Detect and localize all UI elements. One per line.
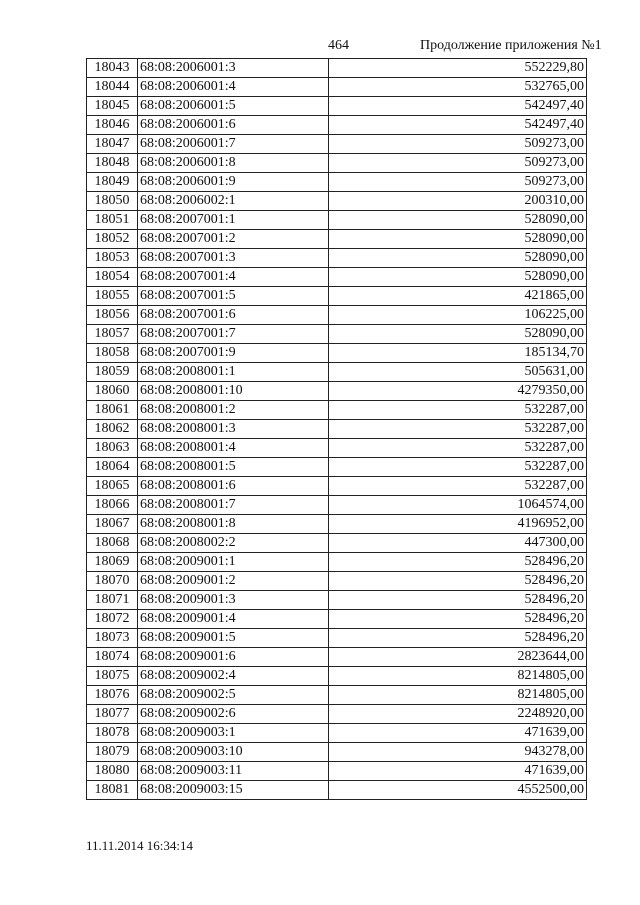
cadastral-value: 509273,00 [329, 173, 587, 192]
cadastral-value: 528496,20 [329, 553, 587, 572]
cadastral-number: 68:08:2008001:3 [138, 420, 329, 439]
cadastral-value: 2248920,00 [329, 705, 587, 724]
row-number: 18068 [87, 534, 138, 553]
cadastral-value: 421865,00 [329, 287, 587, 306]
row-number: 18050 [87, 192, 138, 211]
table-row [87, 781, 587, 800]
table-row [87, 420, 587, 439]
cadastral-number: 68:08:2008002:2 [138, 534, 329, 553]
cadastral-number: 68:08:2009003:1 [138, 724, 329, 743]
row-number: 18043 [87, 59, 138, 78]
cadastral-value: 471639,00 [329, 762, 587, 781]
cadastral-value: 4196952,00 [329, 515, 587, 534]
table-row [87, 648, 587, 667]
cadastral-number: 68:08:2007001:3 [138, 249, 329, 268]
cadastral-value: 528496,20 [329, 591, 587, 610]
row-number: 18072 [87, 610, 138, 629]
cadastral-number: 68:08:2007001:2 [138, 230, 329, 249]
cadastral-number: 68:08:2008001:8 [138, 515, 329, 534]
row-number: 18047 [87, 135, 138, 154]
row-number: 18081 [87, 781, 138, 800]
table-row [87, 686, 587, 705]
cadastral-value: 528090,00 [329, 325, 587, 344]
cadastral-number: 68:08:2008001:5 [138, 458, 329, 477]
cadastral-number: 68:08:2008001:6 [138, 477, 329, 496]
cadastral-number: 68:08:2007001:4 [138, 268, 329, 287]
cadastral-value: 4552500,00 [329, 781, 587, 800]
cadastral-number: 68:08:2006001:9 [138, 173, 329, 192]
table-row [87, 192, 587, 211]
table-row [87, 287, 587, 306]
cadastral-value: 532287,00 [329, 458, 587, 477]
table-row [87, 173, 587, 192]
row-number: 18044 [87, 78, 138, 97]
row-number: 18063 [87, 439, 138, 458]
cadastral-number: 68:08:2007001:6 [138, 306, 329, 325]
page-number: 464 [328, 38, 349, 53]
cadastral-number: 68:08:2009001:4 [138, 610, 329, 629]
cadastral-value: 185134,70 [329, 344, 587, 363]
row-number: 18065 [87, 477, 138, 496]
cadastral-number: 68:08:2009001:1 [138, 553, 329, 572]
table-row [87, 268, 587, 287]
cadastral-number: 68:08:2007001:5 [138, 287, 329, 306]
row-number: 18071 [87, 591, 138, 610]
cadastral-value: 542497,40 [329, 97, 587, 116]
table-row [87, 439, 587, 458]
cadastral-number: 68:08:2008001:4 [138, 439, 329, 458]
cadastral-value: 8214805,00 [329, 667, 587, 686]
cadastral-value: 505631,00 [329, 363, 587, 382]
table-row [87, 477, 587, 496]
cadastral-value: 4279350,00 [329, 382, 587, 401]
cadastral-number: 68:08:2009001:3 [138, 591, 329, 610]
cadastral-number: 68:08:2006001:8 [138, 154, 329, 173]
cadastral-value: 552229,80 [329, 59, 587, 78]
row-number: 18061 [87, 401, 138, 420]
row-number: 18055 [87, 287, 138, 306]
table-row [87, 116, 587, 135]
table-row [87, 724, 587, 743]
row-number: 18078 [87, 724, 138, 743]
table-row [87, 667, 587, 686]
table-row [87, 249, 587, 268]
row-number: 18062 [87, 420, 138, 439]
table-row [87, 762, 587, 781]
cadastral-value: 2823644,00 [329, 648, 587, 667]
table-row [87, 211, 587, 230]
table-row [87, 135, 587, 154]
row-number: 18060 [87, 382, 138, 401]
cadastral-value: 471639,00 [329, 724, 587, 743]
cadastral-number: 68:08:2009002:6 [138, 705, 329, 724]
cadastral-value: 447300,00 [329, 534, 587, 553]
table-row [87, 610, 587, 629]
table-row [87, 572, 587, 591]
row-number: 18045 [87, 97, 138, 116]
table-row [87, 401, 587, 420]
cadastral-number: 68:08:2007001:9 [138, 344, 329, 363]
table-row [87, 306, 587, 325]
cadastral-value: 542497,40 [329, 116, 587, 135]
cadastral-value: 943278,00 [329, 743, 587, 762]
cadastral-value: 528496,20 [329, 629, 587, 648]
row-number: 18051 [87, 211, 138, 230]
cadastral-number: 68:08:2008001:7 [138, 496, 329, 515]
table-row [87, 325, 587, 344]
row-number: 18067 [87, 515, 138, 534]
header-note: Продолжение приложения №1 [420, 38, 602, 53]
cadastral-value: 106225,00 [329, 306, 587, 325]
row-number: 18074 [87, 648, 138, 667]
table-row [87, 705, 587, 724]
row-number: 18052 [87, 230, 138, 249]
cadastral-number: 68:08:2009003:11 [138, 762, 329, 781]
cadastral-number: 68:08:2006001:6 [138, 116, 329, 135]
cadastral-value: 528496,20 [329, 572, 587, 591]
table-row [87, 59, 587, 78]
cadastral-number: 68:08:2006001:5 [138, 97, 329, 116]
cadastral-value: 509273,00 [329, 135, 587, 154]
cadastral-number: 68:08:2009001:2 [138, 572, 329, 591]
row-number: 18058 [87, 344, 138, 363]
row-number: 18048 [87, 154, 138, 173]
row-number: 18069 [87, 553, 138, 572]
table-row [87, 534, 587, 553]
table-row [87, 553, 587, 572]
cadastral-value: 528090,00 [329, 230, 587, 249]
table-row [87, 344, 587, 363]
row-number: 18059 [87, 363, 138, 382]
cadastral-value: 532765,00 [329, 78, 587, 97]
cadastral-value: 532287,00 [329, 439, 587, 458]
row-number: 18049 [87, 173, 138, 192]
cadastral-value: 532287,00 [329, 401, 587, 420]
table-row [87, 382, 587, 401]
row-number: 18080 [87, 762, 138, 781]
cadastral-value: 200310,00 [329, 192, 587, 211]
cadastral-number: 68:08:2009003:15 [138, 781, 329, 800]
table-row [87, 97, 587, 116]
cadastral-value: 532287,00 [329, 420, 587, 439]
cadastral-value: 528090,00 [329, 268, 587, 287]
table-row [87, 154, 587, 173]
cadastral-value: 1064574,00 [329, 496, 587, 515]
cadastral-number: 68:08:2009002:4 [138, 667, 329, 686]
cadastral-number: 68:08:2008001:1 [138, 363, 329, 382]
row-number: 18073 [87, 629, 138, 648]
row-number: 18057 [87, 325, 138, 344]
cadastral-number: 68:08:2009002:5 [138, 686, 329, 705]
print-timestamp: 11.11.2014 16:34:14 [86, 838, 194, 853]
row-number: 18070 [87, 572, 138, 591]
table-row [87, 458, 587, 477]
cadastral-number: 68:08:2007001:1 [138, 211, 329, 230]
cadastral-number: 68:08:2009001:5 [138, 629, 329, 648]
registry-table-body [87, 59, 587, 800]
cadastral-value: 528090,00 [329, 211, 587, 230]
cadastral-value: 528496,20 [329, 610, 587, 629]
cadastral-number: 68:08:2006001:4 [138, 78, 329, 97]
cadastral-number: 68:08:2009001:6 [138, 648, 329, 667]
table-row [87, 230, 587, 249]
table-row [87, 363, 587, 382]
table-row [87, 496, 587, 515]
registry-table [86, 58, 587, 800]
row-number: 18054 [87, 268, 138, 287]
cadastral-value: 528090,00 [329, 249, 587, 268]
table-row [87, 591, 587, 610]
cadastral-number: 68:08:2006002:1 [138, 192, 329, 211]
row-number: 18053 [87, 249, 138, 268]
row-number: 18077 [87, 705, 138, 724]
row-number: 18046 [87, 116, 138, 135]
table-row [87, 78, 587, 97]
cadastral-number: 68:08:2007001:7 [138, 325, 329, 344]
cadastral-value: 509273,00 [329, 154, 587, 173]
cadastral-value: 532287,00 [329, 477, 587, 496]
table-row [87, 629, 587, 648]
cadastral-number: 68:08:2008001:2 [138, 401, 329, 420]
cadastral-number: 68:08:2008001:10 [138, 382, 329, 401]
cadastral-number: 68:08:2009003:10 [138, 743, 329, 762]
row-number: 18076 [87, 686, 138, 705]
cadastral-value: 8214805,00 [329, 686, 587, 705]
row-number: 18056 [87, 306, 138, 325]
cadastral-number: 68:08:2006001:7 [138, 135, 329, 154]
row-number: 18064 [87, 458, 138, 477]
table-row [87, 743, 587, 762]
row-number: 18079 [87, 743, 138, 762]
row-number: 18066 [87, 496, 138, 515]
cadastral-number: 68:08:2006001:3 [138, 59, 329, 78]
table-row [87, 515, 587, 534]
row-number: 18075 [87, 667, 138, 686]
